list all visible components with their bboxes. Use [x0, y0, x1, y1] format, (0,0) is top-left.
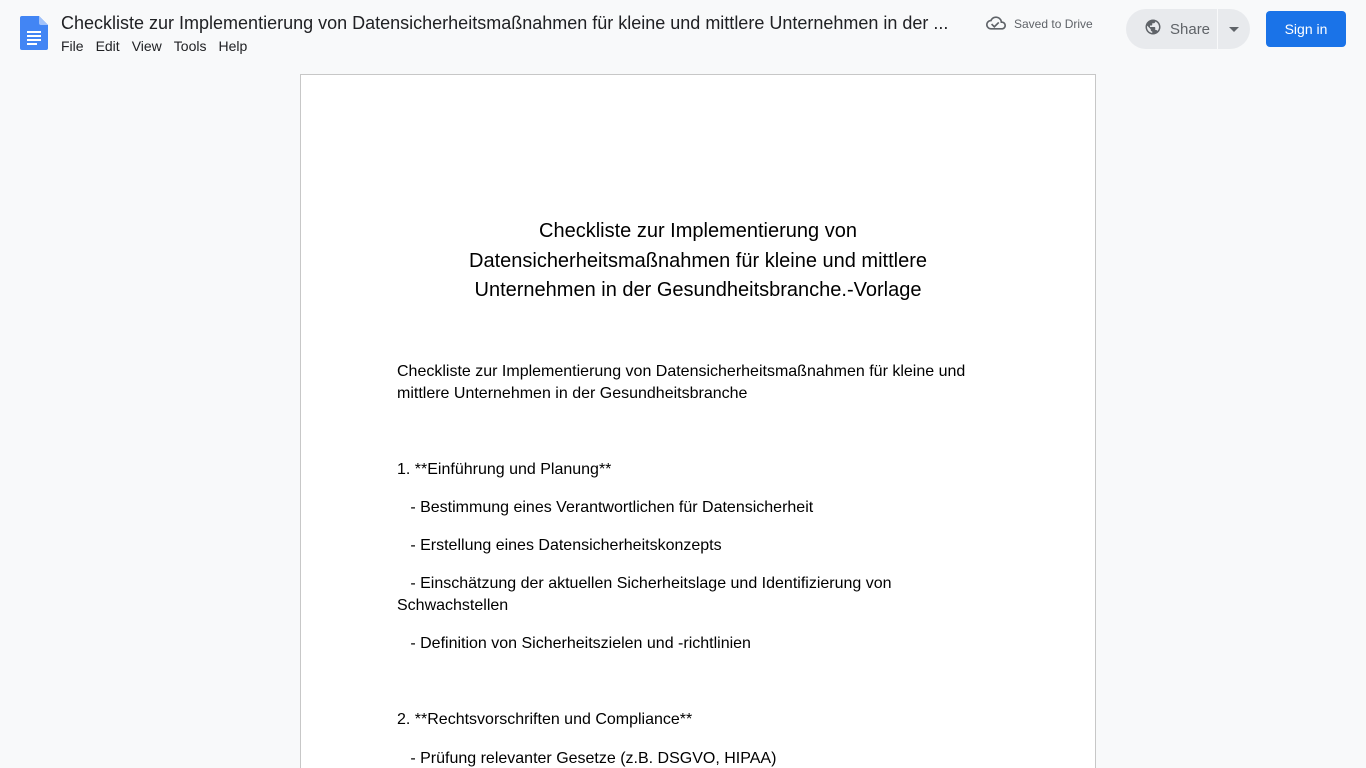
share-label: Share	[1170, 20, 1211, 38]
save-status-label: Saved to Drive	[1014, 17, 1093, 31]
cloud-check-icon	[986, 13, 1006, 36]
menu-bar	[55, 35, 253, 57]
globe-icon	[1144, 18, 1162, 40]
list-item: - Prüfung relevanter Gesetze (z.B. DSGVO, HIPAA)	[397, 750, 777, 767]
menu-edit[interactable]: Edit	[95, 38, 120, 54]
share-dropdown-button[interactable]	[1218, 9, 1250, 49]
list-item: - Bestimmung eines Verantwortlichen für Datensicherheit	[397, 499, 814, 516]
menu-help[interactable]: Help	[218, 38, 248, 54]
share-button[interactable]	[1126, 9, 1218, 49]
app-header	[0, 0, 1366, 64]
document-heading	[397, 217, 999, 306]
caret-down-icon	[1229, 20, 1239, 38]
menu-view[interactable]: View	[131, 38, 162, 54]
section-heading: 2. **Rechtsvorschriften und Compliance**	[397, 711, 693, 728]
heading-line: Checkliste zur Implementierung von	[539, 220, 857, 242]
heading-line: Datensicherheitsmaßnahmen für kleine und mittlere	[469, 249, 927, 272]
share-button-group	[1126, 9, 1250, 49]
list-item: - Einschätzung der aktuellen Sicherheitslage und Identifizierung von Schwachstellen	[397, 575, 896, 614]
intro-paragraph: Checkliste zur Implementierung von Datensicherheitsmaßnahmen für kleine und mittlere Unternehmen in der Gesundheitsbranche	[397, 363, 966, 402]
menu-tools[interactable]: Tools	[173, 38, 207, 54]
document-title[interactable]: Checkliste zur Implementierung von Datensicherheitsmaßnahmen für kleine und mittlere Unternehmen in der ...	[61, 13, 949, 33]
list-item: - Definition von Sicherheitszielen und -richtlinien	[397, 635, 751, 652]
document-page[interactable]	[300, 74, 1096, 768]
sign-in-button[interactable]: Sign in	[1266, 11, 1346, 47]
heading-line: Unternehmen in der Gesundheitsbranche.-Vorlage	[474, 279, 922, 301]
save-status[interactable]	[986, 14, 1093, 34]
menu-file[interactable]: File	[61, 38, 84, 54]
list-item: - Erstellung eines Datensicherheitskonzepts	[397, 537, 722, 554]
google-docs-icon[interactable]	[20, 16, 48, 50]
section-heading: 1. **Einführung und Planung**	[397, 461, 612, 478]
